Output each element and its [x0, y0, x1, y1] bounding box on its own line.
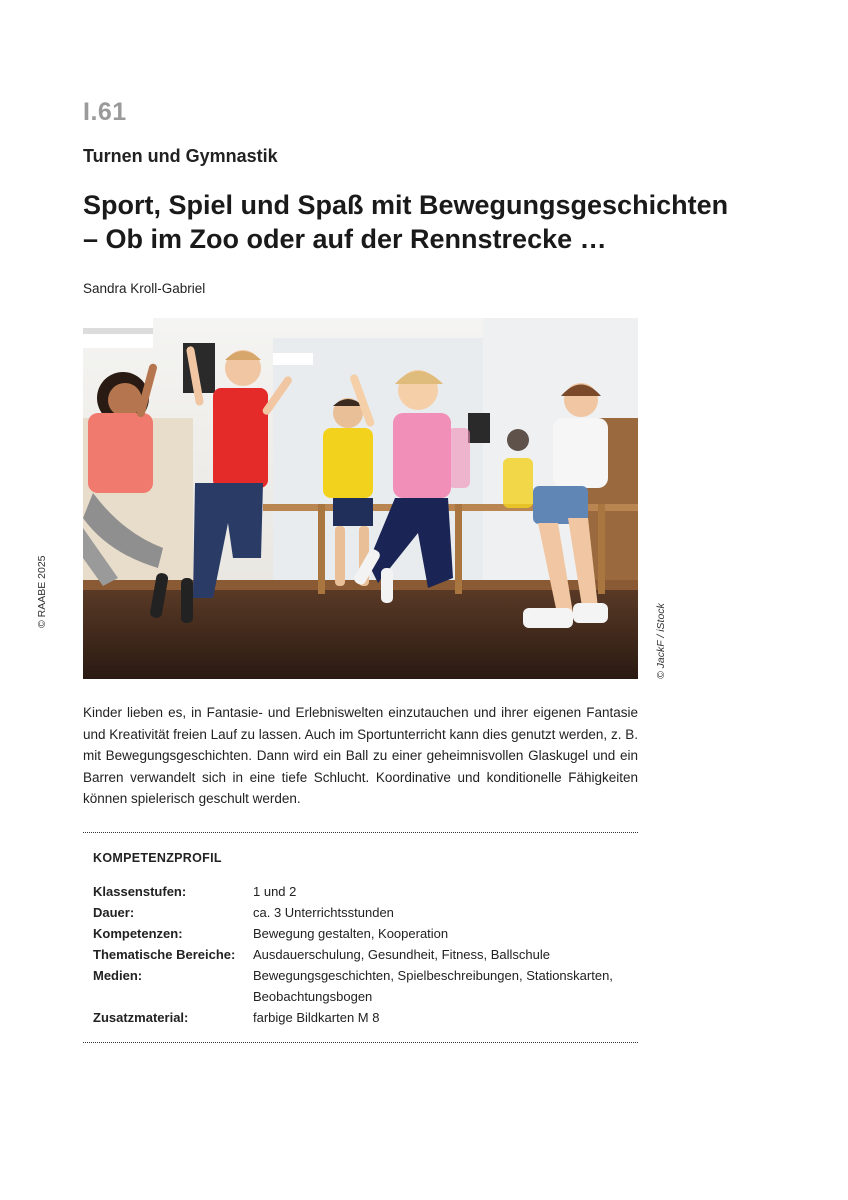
category-label: Turnen und Gymnastik: [83, 146, 278, 166]
profile-row: [93, 1007, 633, 1028]
author: Sandra Kroll-Gabriel: [83, 281, 206, 296]
page-title: [83, 188, 729, 256]
divider-top: [83, 832, 638, 833]
copyright-notice: © RAABE 2025: [36, 555, 48, 628]
profile-heading: KOMPETENZPROFIL: [93, 851, 222, 865]
photo-credit: © JackF / iStock: [655, 603, 667, 679]
divider-bottom: [83, 1042, 638, 1043]
profile-label: Zusatzmaterial:: [93, 1010, 189, 1025]
profile-row: [93, 965, 633, 1007]
profile-row: [93, 923, 633, 944]
profile-label: Dauer:: [93, 905, 135, 920]
competency-profile: [93, 881, 633, 1028]
profile-value: Bewegung gestalten, Kooperation: [253, 926, 449, 941]
section-number: I.61: [83, 98, 127, 126]
page-title-line-2: – Ob im Zoo oder auf der Rennstrecke …: [83, 224, 607, 254]
profile-value: Ausdauerschulung, Gesundheit, Fitness, Ballschule: [253, 947, 551, 962]
profile-row: [93, 944, 633, 965]
intro-paragraph: Kinder lieben es, in Fantasie- und Erlebniswelten einzutauchen und ihrer eigenen Fantasie und Kreativität freien Lauf zu lassen. Auch im Sportunterricht kann dies genutzt werden, z. B. mit Bewegungsgeschichten. Dann wird ein Ball zu einer geheimnisvollen Glaskugel und ein Barren verwandelt sich in eine tiefe Schlucht. Koordinative und konditionelle Fähigkeiten können spielerisch geschult werden.: [83, 705, 638, 806]
profile-value: Bewegungsgeschichten, Spielbeschreibungen, Stationskarten, Beobachtungsbogen: [253, 968, 613, 1004]
profile-label: Kompetenzen:: [93, 926, 183, 941]
profile-row: [93, 902, 633, 923]
profile-value: farbige Bildkarten M 8: [253, 1010, 380, 1025]
profile-label: Klassenstufen:: [93, 884, 187, 899]
profile-value: ca. 3 Unterrichtsstunden: [253, 905, 394, 920]
profile-label: Medien:: [93, 968, 143, 983]
profile-label: Thematische Bereiche:: [93, 947, 236, 962]
profile-row: [93, 881, 633, 902]
photo-children-jumping: [83, 318, 638, 679]
profile-value: 1 und 2: [253, 884, 297, 899]
page-title-line-1: Sport, Spiel und Spaß mit Bewegungsgeschichten: [83, 190, 729, 220]
